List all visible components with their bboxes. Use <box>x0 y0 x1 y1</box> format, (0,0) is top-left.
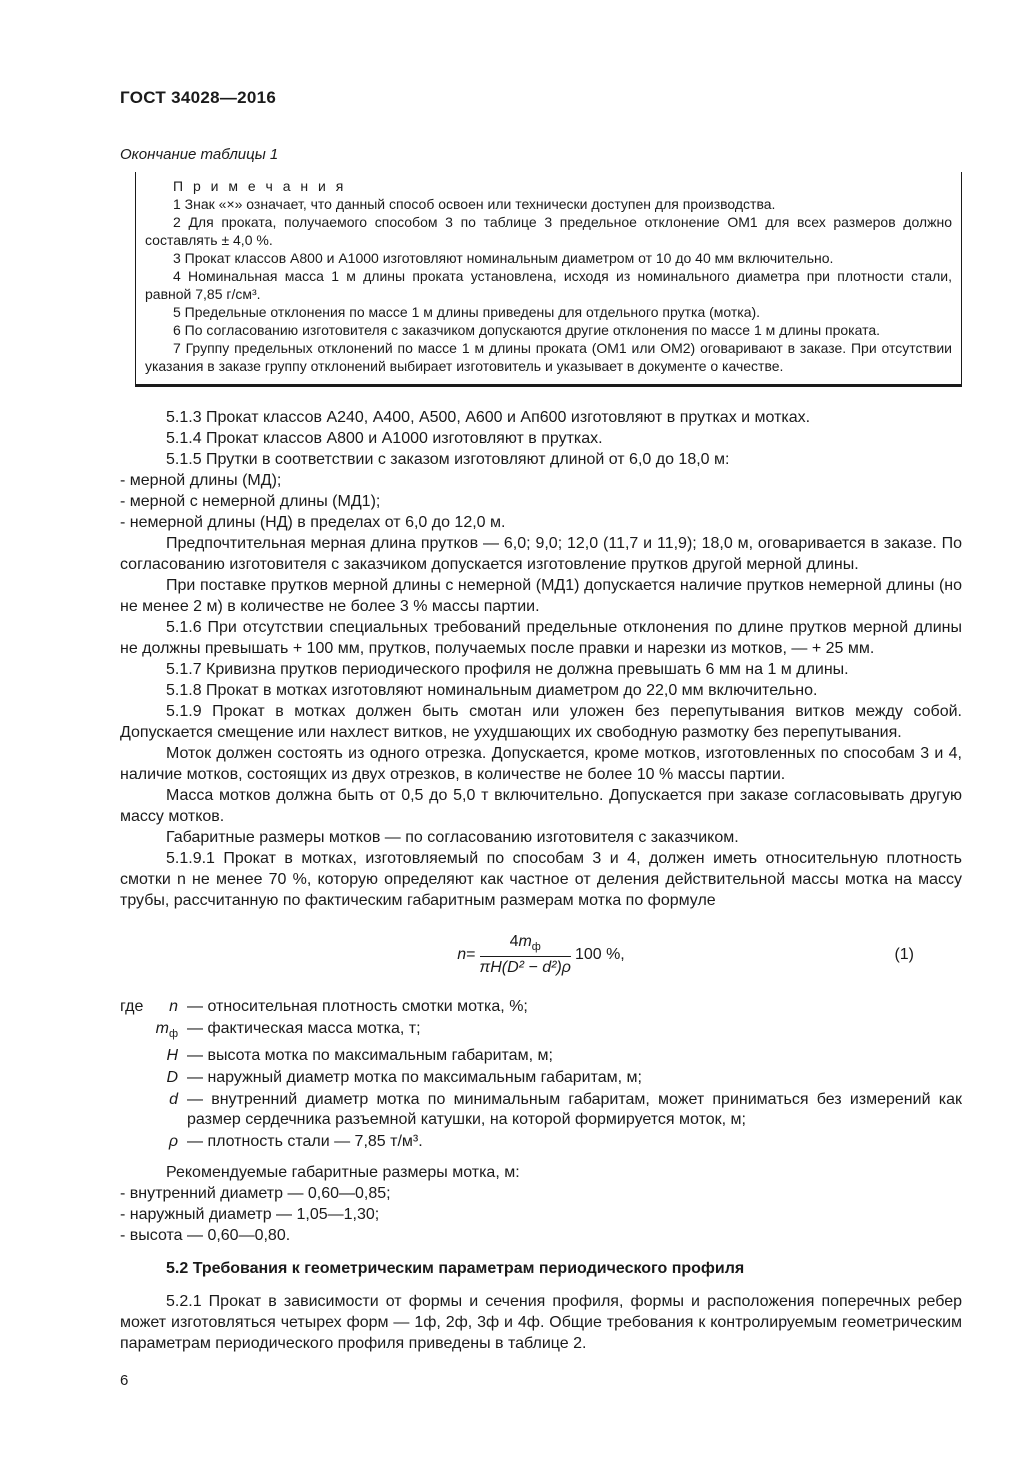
var-desc-rho: — плотность стали — 7,85 т/м³. <box>187 1133 423 1151</box>
clause-5-1-9: 5.1.9 Прокат в мотках должен быть смотан или уложен без перепутывания витков между собой. Допускается смещение или нахлест витков, не ухудшающих их свободную размотку без перепутывания. <box>120 703 962 741</box>
var-intro-spacer <box>120 1132 152 1152</box>
note-4: 4 Номинальная масса 1 м длины проката установлена, исходя из номинального диаметра при плотности стали, равной 7,85 г/см³. <box>145 268 952 302</box>
var-term-d-inner: d <box>169 1091 178 1109</box>
var-intro-spacer <box>120 1068 152 1088</box>
table-notes-box <box>135 172 962 387</box>
para-coil-single-piece: Моток должен состоять из одного отрезка. Допускается, кроме мотков, изготовленных по способам 3 и 4, наличие мотков, состоящих из двух отрезков, в количестве не более 10 % массы партии. <box>120 745 962 783</box>
clause-5-1-5: 5.1.5 Прутки в соответствии с заказом изготовляют длиной от 6,0 до 18,0 м: <box>166 451 730 468</box>
list-item-nd: - немерной длины (НД) в пределах от 6,0 до 12,0 м. <box>120 514 506 531</box>
formula-numerator <box>480 933 571 956</box>
var-term-mf <box>152 1019 178 1044</box>
clause-5-1-3: 5.1.3 Прокат классов А240, А400, А500, А600 и Ап600 изготовляют в прутках и мотках. <box>166 409 811 426</box>
var-row-h <box>120 1046 962 1066</box>
var-desc-h: — высота мотка по максимальным габаритам, м; <box>187 1047 553 1065</box>
var-term-mf-subscript: ф <box>168 1028 178 1041</box>
var-desc-d-outer: — наружный диаметр мотка по максимальным габаритам, м; <box>187 1069 642 1087</box>
var-intro-spacer <box>120 1090 152 1130</box>
var-desc-n: — относительная плотность смотки мотка, %; <box>187 998 528 1015</box>
formula-fraction <box>480 933 571 976</box>
formula-num-var: m <box>518 933 532 951</box>
recommended-dimensions <box>120 1162 962 1246</box>
formula-lhs: n <box>457 946 467 963</box>
formula-variable-definitions <box>120 997 962 1152</box>
dims-intro: Рекомендуемые габаритные размеры мотка, м: <box>166 1164 520 1182</box>
para-md1-delivery: При поставке прутков мерной длины с немерной (МД1) допускается наличие прутков немерной длины (но не менее 2 м) в количестве не более 3 % массы партии. <box>120 577 962 615</box>
section-5-2-heading: 5.2 Требования к геометрическим параметрам периодического профиля <box>166 1260 745 1278</box>
clause-5-1-body <box>120 407 962 911</box>
formula-1 <box>120 923 962 987</box>
document-title: ГОСТ 34028—2016 <box>120 88 277 107</box>
table-continuation-caption: Окончание таблицы 1 <box>120 146 279 163</box>
para-coil-dimensions: Габаритные размеры мотков — по согласованию изготовителя с заказчиком. <box>166 829 739 846</box>
clause-5-1-9-1: 5.1.9.1 Прокат в мотках, изготовляемый по способам 3 и 4, должен иметь относительную плотность смотки n не менее 70 %, которую определяют как частное от деления действительной массы мотка на массу трубы, рассчитанную по фактическим габаритным размерам мотка по формуле <box>120 850 962 909</box>
var-row-mf <box>120 1019 962 1044</box>
note-6: 6 По согласованию изготовителя с заказчиком допускаются другие отклонения по массе 1 м длины проката. <box>173 322 881 338</box>
formula-expression <box>457 933 625 976</box>
list-item-md: - мерной длины (МД); <box>120 472 282 489</box>
var-term-d-outer: D <box>166 1069 178 1087</box>
page-number: 6 <box>120 1372 129 1390</box>
var-row-d-outer <box>120 1068 962 1088</box>
clause-5-1-7: 5.1.7 Кривизна прутков периодического профиля не должна превышать 6 мм на 1 м длины. <box>166 661 849 678</box>
var-row-n <box>120 997 962 1017</box>
dims-inner-diameter: - внутренний диаметр — 0,60—0,85; <box>120 1185 391 1203</box>
list-item-md1: - мерной с немерной длины (МД1); <box>120 493 381 510</box>
clause-5-1-8: 5.1.8 Прокат в мотках изготовляют номинальным диаметром до 22,0 мм включительно. <box>166 682 818 699</box>
note-2: 2 Для проката, получаемого способом 3 по таблице 3 предельное отклонение ОМ1 для всех размеров должно составлять ± 4,0 %. <box>145 214 952 248</box>
var-term-h: H <box>166 1047 178 1065</box>
para-preferred-length: Предпочтительная мерная длина прутков — 6,0; 9,0; 12,0 (11,7 и 11,9); 18,0 м, оговаривается в заказе. По согласованию изготовителя с заказчиком допускается изготовление прутков другой мерной длины. <box>120 535 962 573</box>
dims-outer-diameter: - наружный диаметр — 1,05—1,30; <box>120 1206 380 1224</box>
var-intro-spacer <box>120 1019 152 1044</box>
formula-number: (1) <box>894 946 914 963</box>
var-row-rho <box>120 1132 962 1152</box>
dims-height: - высота — 0,60—0,80. <box>120 1227 291 1245</box>
note-3: 3 Прокат классов А800 и А1000 изготовляют номинальным диаметром от 10 до 40 мм включительно. <box>173 250 834 266</box>
var-desc-mf: — фактическая масса мотка, т; <box>187 1020 421 1037</box>
var-intro-spacer <box>120 1046 152 1066</box>
var-intro-word: где <box>120 998 144 1015</box>
note-7: 7 Группу предельных отклонений по массе 1 м длины проката (ОМ1 или ОМ2) оговаривают в заказе. При отсутствии указания в заказе группу отклонений выбирает изготовитель и указывает в документе о качестве. <box>145 340 952 374</box>
note-5: 5 Предельные отклонения по массе 1 м длины приведены для отдельного прутка (мотка). <box>173 304 761 320</box>
clause-5-1-6: 5.1.6 При отсутствии специальных требований предельные отклонения по длине прутков мерной длины не должны превышать + 100 мм, прутков, получаемых после правки и нарезки из мотков, — + 25 мм. <box>120 619 962 657</box>
formula-denominator: πH(D² − d²)ρ <box>479 958 571 976</box>
formula-equals: = <box>466 946 476 963</box>
clause-5-2-1: 5.2.1 Прокат в зависимости от формы и сечения профиля, формы и расположения поперечных ребер может изготовляться четырех форм — 1ф, 2ф, 3ф и 4ф. Общие требования к контролируемым геометрическим параметрам периодического профиля приведены в таблице 2. <box>120 1293 962 1353</box>
var-desc-d-inner: — внутренний диаметр мотка по минимальным габаритам, может приниматься без измерений как размер сердечника разъемной катушки, на которой формируется моток, м; <box>187 1091 962 1129</box>
var-term-n: n <box>169 998 178 1015</box>
para-coil-mass: Масса мотков должна быть от 0,5 до 5,0 т включительно. Допускается при заказе согласовывать другую массу мотков. <box>120 787 962 825</box>
formula-num-subscript: ф <box>531 941 541 954</box>
var-term-mf-letter: m <box>155 1020 169 1037</box>
formula-factor: 100 %, <box>574 946 625 963</box>
var-row-d-inner <box>120 1090 962 1130</box>
notes-title: П р и м е ч а н и я <box>173 178 347 194</box>
clause-5-1-4: 5.1.4 Прокат классов А800 и А1000 изготовляют в прутках. <box>166 430 603 447</box>
note-1: 1 Знак «×» означает, что данный способ освоен или технически доступен для производства. <box>173 196 776 212</box>
var-term-rho: ρ <box>168 1133 178 1151</box>
formula-num-coeff: 4 <box>509 933 519 951</box>
